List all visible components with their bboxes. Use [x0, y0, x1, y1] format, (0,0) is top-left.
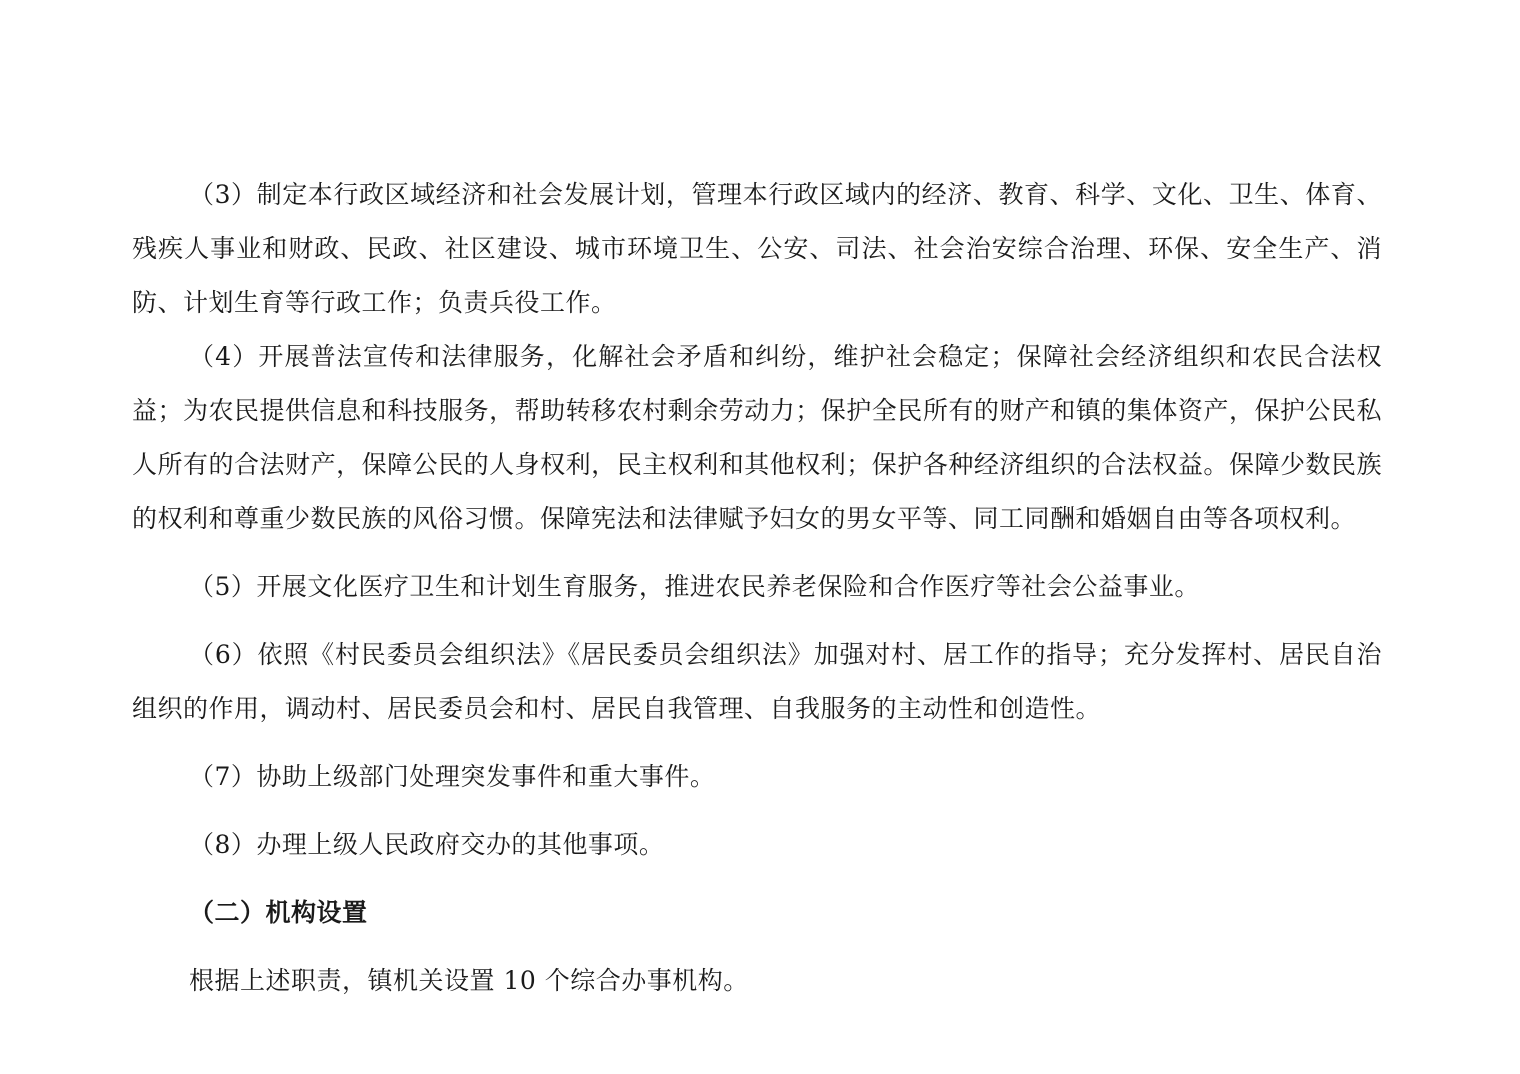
paragraph-duty-6: （6）依照《村民委员会组织法》《居民委员会组织法》加强对村、居工作的指导；充分发挥村、居民自治组织的作用，调动村、居民委员会和村、居民自我管理、自我服务的主动性和创造性。: [132, 640, 1382, 723]
paragraph-duty-8: （8）办理上级人民政府交办的其他事项。: [189, 830, 665, 859]
paragraph-duty-3: （3）制定本行政区域经济和社会发展计划，管理本行政区域内的经济、教育、科学、文化、卫生、体育、残疾人事业和财政、民政、社区建设、城市环境卫生、公安、司法、社会治安综合治理、环保、安全生产、消防、计划生育等行政工作；负责兵役工作。: [132, 180, 1382, 317]
paragraph-duty-5: （5）开展文化医疗卫生和计划生育服务，推进农民养老保险和合作医疗等社会公益事业。: [189, 572, 1200, 601]
paragraph-closing: 根据上述职责，镇机关设置 10 个综合办事机构。: [189, 966, 749, 995]
document-page: [132, 168, 1382, 1008]
section-heading: （二）机构设置: [189, 898, 368, 927]
paragraph-duty-7: （7）协助上级部门处理突发事件和重大事件。: [189, 762, 716, 791]
paragraph-duty-4: （4）开展普法宣传和法律服务，化解社会矛盾和纠纷，维护社会稳定；保障社会经济组织和农民合法权益；为农民提供信息和科技服务，帮助转移农村剩余劳动力；保护全民所有的财产和镇的集体资产，保护公民私人所有的合法财产，保障公民的人身权利，民主权利和其他权利；保护各种经济组织的合法权益。保障少数民族的权利和尊重少数民族的风俗习惯。保障宪法和法律赋予妇女的男女平等、同工同酬和婚姻自由等各项权利。: [132, 342, 1382, 533]
